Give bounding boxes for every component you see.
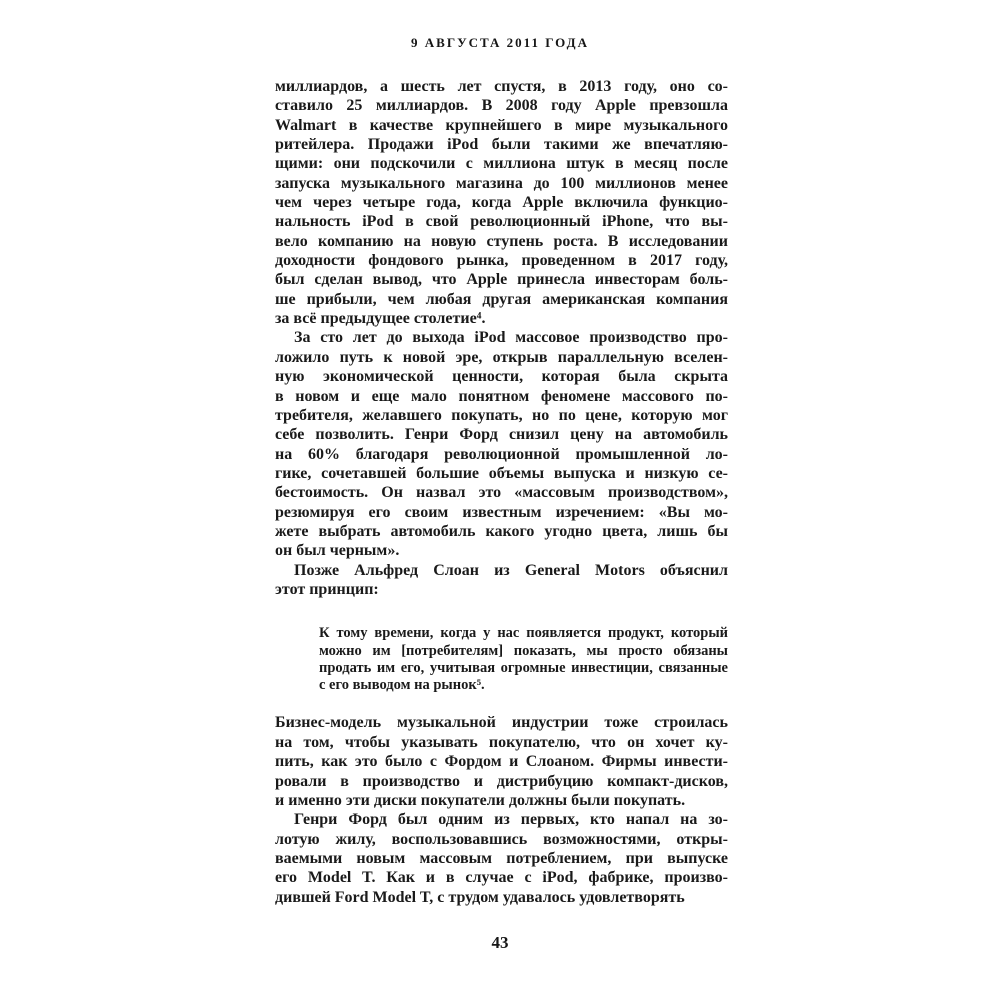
text-line: ровали в производство и дистрибуцию компакт-дисков, (275, 772, 728, 790)
text-line: с его выводом на рынок⁵. (319, 677, 485, 694)
text-line: бестоимость. Он назвал это «массовым производством», (275, 484, 728, 502)
text-line: жете выбрать автомобиль какого угодно цвета, лишь бы (275, 522, 728, 540)
text-line: запуска музыкального магазина до 100 миллионов менее (275, 174, 728, 192)
text-line: вело компанию на новую ступень роста. В исследовании (275, 232, 728, 250)
text-line: нальность iPod в свой революционный iPhone, что вы- (275, 213, 728, 231)
text-line: Генри Форд был одним из первых, кто напал на зо- (294, 811, 728, 829)
text-line: дившей Ford Model T, с трудом удавалось удовлетворять (275, 888, 685, 906)
text-line: чем через четыре года, когда Apple включила функцио- (275, 194, 728, 212)
text-block (275, 77, 728, 907)
text-line: продать им его, учитывая огромные инвестиции, связанные (319, 659, 728, 676)
text-line: пить, как это было с Фордом и Слоаном. Фирмы инвести- (275, 753, 728, 771)
text-line: его Model T. Как и в случае с iPod, фабрике, произво- (275, 869, 728, 887)
text-line: гике, сочетавшей большие объемы выпуска и низкую се- (275, 464, 728, 482)
text-line: за всё предыдущее столетие⁴. (275, 310, 486, 328)
paragraph (275, 328, 728, 560)
paragraph (275, 810, 728, 907)
text-line: был сделан вывод, что Apple принесла инвесторам боль- (275, 271, 728, 289)
text-line: Бизнес-модель музыкальной индустрии тоже строилась (275, 714, 728, 732)
page-number: 43 (491, 933, 509, 952)
text-line: можно им [потребителям] показать, мы просто обязаны (319, 642, 728, 659)
text-line: он был черным». (275, 542, 400, 560)
text-line: на том, чтобы указывать покупателю, что он хочет ку- (275, 733, 728, 751)
text-line: на 60% благодаря революционной промышленной ло- (275, 445, 728, 463)
text-line: доходности фондового рынка, проведенном в 2017 году, (275, 252, 728, 270)
paragraph (275, 561, 728, 600)
text-line: этот принцип: (275, 580, 379, 598)
paragraph (275, 713, 728, 810)
paragraph (275, 77, 728, 328)
blockquote (319, 625, 728, 694)
text-line: миллиардов, а шесть лет спустя, в 2013 году, оно со- (275, 78, 728, 95)
text-line: ритейлера. Продажи iPod были такими же впечатляю- (275, 136, 728, 154)
text-line: в новом и еще мало понятном феномене массового по- (275, 387, 728, 405)
text-line: К тому времени, когда у нас появляется продукт, который (319, 625, 728, 642)
text-line: щими: они подскочили с миллиона штук в месяц после (275, 155, 728, 173)
text-line: Walmart в качестве крупнейшего в мире музыкального (275, 116, 728, 134)
text-line: ше прибыли, чем любая другая американская компания (275, 290, 728, 308)
text-line: лотую жилу, воспользовавшись возможностями, откры- (275, 830, 728, 848)
text-line: требителя, желавшего покупать, но по цене, которую мог (275, 406, 728, 424)
text-line: За сто лет до выхода iPod массовое производство про- (294, 329, 728, 347)
text-line: и именно эти диски покупатели должны были покупать. (275, 791, 686, 809)
text-line: ставило 25 миллиардов. В 2008 году Apple превзошла (275, 97, 728, 115)
text-line: ваемыми новым массовым потреблением, при выпуске (275, 849, 728, 867)
text-line: резюмируя его своим известным изречением: «Вы мо- (275, 503, 728, 521)
running-header: 9 АВГУСТА 2011 ГОДА (411, 35, 589, 50)
text-line: себе позволить. Генри Форд снизил цену на автомобиль (275, 426, 728, 444)
text-line: ную экономической ценности, которая была скрыта (275, 368, 728, 386)
text-line: Позже Альфред Слоан из General Motors объяснил (294, 561, 728, 579)
text-line: ложило путь к новой эре, открыв параллельную вселен- (275, 348, 728, 366)
